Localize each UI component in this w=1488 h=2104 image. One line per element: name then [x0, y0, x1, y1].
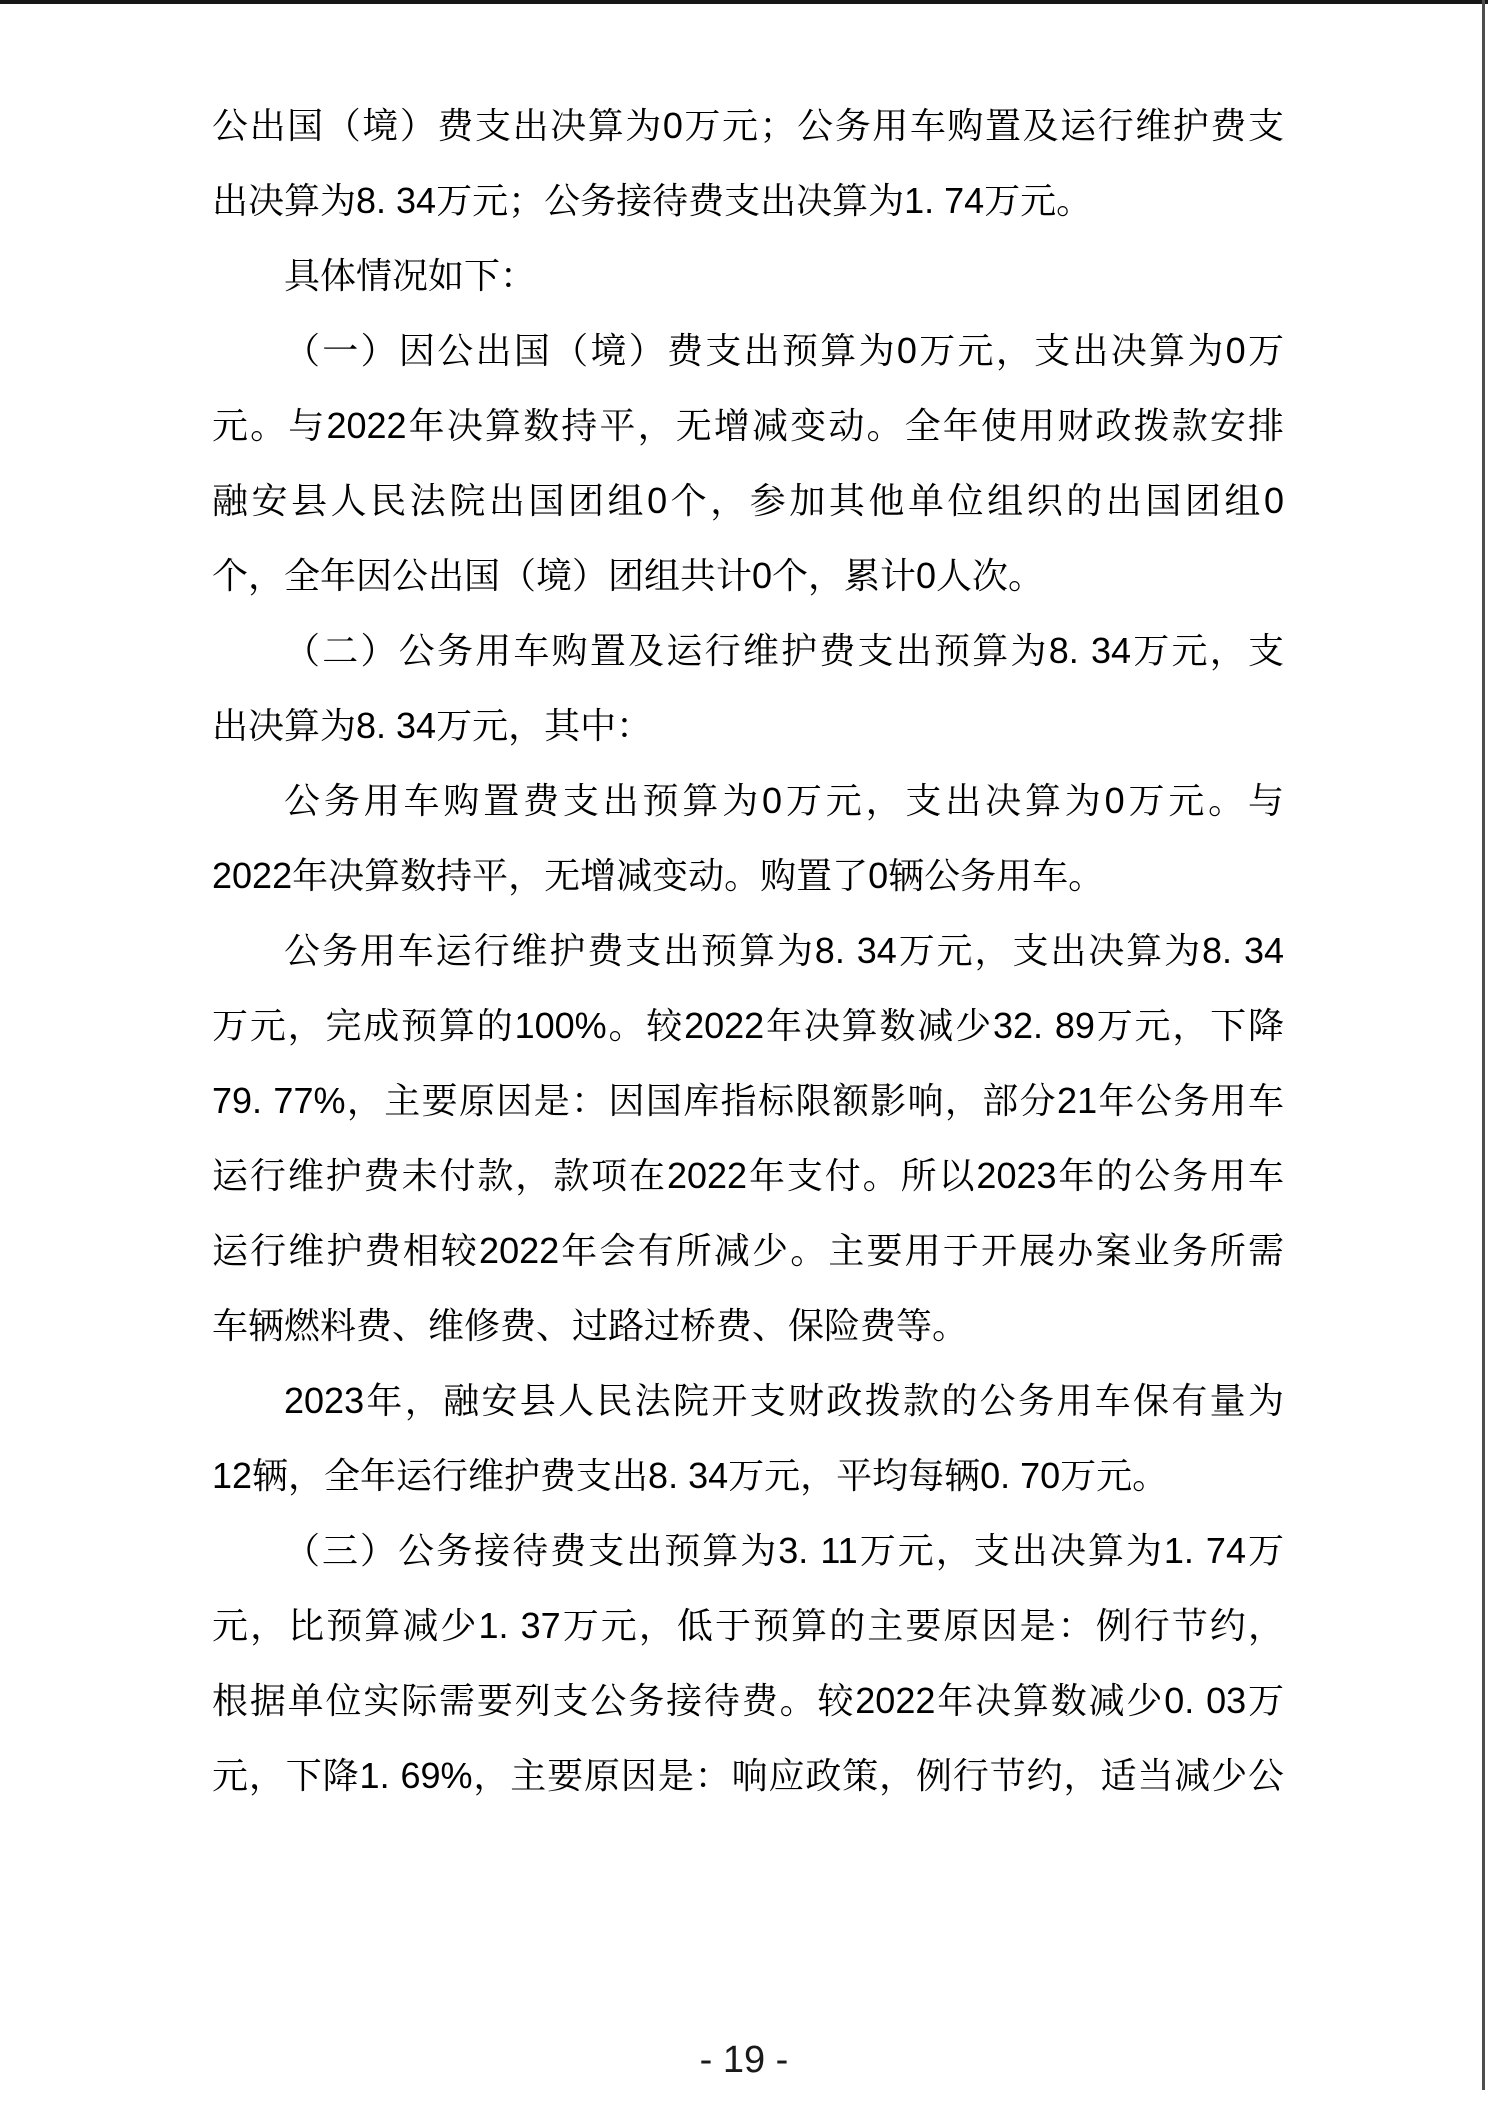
- text-line: 万元，完成预算的100%。较2022年决算数减少32. 89万元，下降: [212, 1005, 1284, 1046]
- text-line: （三）公务接待费支出预算为3. 11万元，支出决算为1. 74万: [284, 1530, 1284, 1571]
- text-line: 运行维护费相较2022年会有所减少。主要用于开展办案业务所需: [212, 1230, 1284, 1271]
- text-line: 2022年决算数持平，无增减变动。购置了0辆公务用车。: [212, 855, 1105, 896]
- text-line: 元。与2022年决算数持平，无增减变动。全年使用财政拨款安排: [212, 405, 1284, 446]
- page-right-border: [1482, 0, 1485, 2090]
- text-line: （二）公务用车购置及运行维护费支出预算为8. 34万元，支: [284, 630, 1284, 671]
- text-line: 根据单位实际需要列支公务接待费。较2022年决算数减少0. 03万: [212, 1680, 1284, 1721]
- text-line: 车辆燃料费、维修费、过路过桥费、保险费等。: [212, 1305, 969, 1346]
- page-top-border: [0, 0, 1488, 4]
- page-number: - 19 -: [699, 2039, 789, 2081]
- text-line: 元，下降1. 69%，主要原因是：响应政策，例行节约，适当减少公: [212, 1755, 1284, 1796]
- text-line: 融安县人民法院出国团组0个，参加其他单位组织的出国团组0: [212, 480, 1284, 521]
- text-line: 2023年，融安县人民法院开支财政拨款的公务用车保有量为: [284, 1380, 1284, 1421]
- text-line: 公务用车运行维护费支出预算为8. 34万元，支出决算为8. 34: [284, 930, 1284, 971]
- text-line: 公出国（境）费支出决算为0万元；公务用车购置及运行维护费支: [212, 105, 1284, 146]
- document-body: [212, 88, 1284, 1813]
- text-line: 具体情况如下：: [284, 255, 537, 296]
- text-line: 元，比预算减少1. 37万元，低于预算的主要原因是：例行节约，: [212, 1605, 1284, 1646]
- text-line: 运行维护费未付款，款项在2022年支付。所以2023年的公务用车: [212, 1155, 1284, 1196]
- text-line: 个，全年因公出国（境）团组共计0个，累计0人次。: [212, 555, 1045, 596]
- text-line: （一）因公出国（境）费支出预算为0万元，支出决算为0万: [284, 330, 1284, 371]
- text-line: 12辆，全年运行维护费支出8. 34万元，平均每辆0. 70万元。: [212, 1455, 1169, 1496]
- text-line: 出决算为8. 34万元；公务接待费支出决算为1. 74万元。: [212, 180, 1093, 221]
- text-line: 出决算为8. 34万元，其中：: [212, 705, 653, 746]
- text-line: 公务用车购置费支出预算为0万元，支出决算为0万元。与: [284, 780, 1284, 821]
- text-line: 79. 77%，主要原因是：因国库指标限额影响，部分21年公务用车: [212, 1080, 1284, 1121]
